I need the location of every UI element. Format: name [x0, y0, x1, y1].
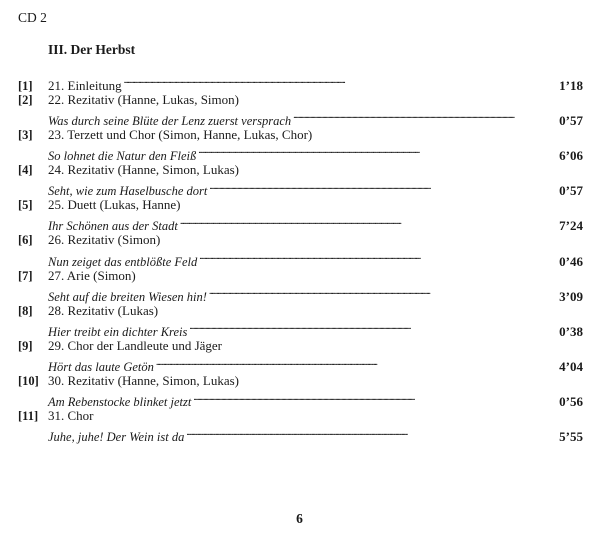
track-item [18, 73, 583, 93]
section-title: III. Der Herbst [48, 42, 136, 57]
dot-leader [189, 319, 557, 336]
track-number: [7] [18, 268, 33, 283]
track-title: 23. Terzett und Chor (Simon, Hanne, Lukas, Chor) [48, 126, 313, 142]
track-title: 28. Rezitativ (Lukas) [48, 302, 159, 318]
track-subtitle: Juhe, juhe! Der Wein ist da [48, 430, 185, 445]
track-item [18, 337, 583, 375]
track-number: [2] [18, 92, 33, 107]
track-number: [8] [18, 303, 33, 318]
track-number: [6] [18, 233, 33, 248]
track-subtitle: So lohnet die Natur den Fleiß [48, 148, 197, 163]
track-duration: 0’56 [559, 394, 583, 410]
track-item [18, 373, 583, 410]
track-duration: 4’04 [559, 359, 583, 375]
dot-leader [198, 143, 557, 160]
track-subtitle: Am Rebenstocke blinket jetzt [48, 395, 192, 410]
track-subtitle: Was durch seine Blüte der Lenz zuerst versprach [48, 113, 292, 128]
track-subtitle: Seht, wie zum Haselbusche dort [48, 184, 208, 199]
dot-leader [156, 355, 557, 372]
track-title: 25. Duett (Lukas, Hanne) [48, 197, 181, 213]
track-list [18, 73, 583, 443]
track-item [18, 126, 583, 163]
track-number: [1] [18, 78, 33, 93]
track-subtitle: Hört das laute Getön [48, 360, 154, 375]
track-duration: 0’46 [559, 253, 583, 269]
dot-leader [124, 73, 557, 90]
dot-leader [209, 179, 557, 196]
track-duration: 0’57 [559, 183, 583, 199]
track-subtitle: Ihr Schönen aus der Stadt [48, 219, 178, 234]
dot-leader [209, 284, 557, 301]
track-number: [3] [18, 127, 33, 142]
track-title: 29. Chor der Landleute und Jäger [48, 337, 223, 353]
dot-leader [180, 214, 557, 231]
track-title: 21. Einleitung [48, 77, 122, 93]
track-number: [5] [18, 198, 33, 213]
track-title: 22. Rezitativ (Hanne, Lukas, Simon) [48, 91, 239, 107]
cd-label: CD 2 [18, 10, 47, 25]
track-title: 31. Chor [48, 408, 94, 424]
track-item [18, 91, 583, 128]
track-title: 24. Rezitativ (Hanne, Simon, Lukas) [48, 161, 239, 177]
dot-leader [186, 425, 557, 442]
track-item [18, 197, 583, 234]
track-item [18, 302, 583, 339]
track-item [18, 267, 583, 304]
track-title: 30. Rezitativ (Hanne, Simon, Lukas) [48, 373, 239, 389]
track-duration: 1’18 [559, 77, 583, 93]
dot-leader [193, 390, 557, 407]
track-subtitle: Seht auf die breiten Wiesen hin! [48, 289, 207, 304]
track-duration: 0’38 [559, 323, 583, 339]
track-item [18, 161, 583, 199]
track-duration: 3’09 [559, 288, 583, 304]
track-duration: 0’57 [559, 112, 583, 128]
track-subtitle: Nun zeiget das entblößte Feld [48, 254, 198, 269]
dot-leader [199, 249, 557, 266]
track-item [18, 408, 583, 445]
track-number: [10] [18, 374, 39, 389]
track-item [18, 232, 583, 269]
track-title: 27. Arie (Simon) [48, 267, 136, 283]
track-duration: 6’06 [559, 147, 583, 163]
track-number: [4] [18, 162, 33, 177]
track-number: [11] [18, 409, 39, 424]
track-duration: 5’55 [559, 429, 583, 445]
track-title: 26. Rezitativ (Simon) [48, 232, 161, 248]
track-subtitle: Hier treibt ein dichter Kreis [48, 324, 188, 339]
dot-leader [293, 108, 557, 125]
track-number: [9] [18, 338, 33, 353]
track-duration: 7’24 [559, 218, 583, 234]
page-number: 6 [296, 511, 303, 526]
